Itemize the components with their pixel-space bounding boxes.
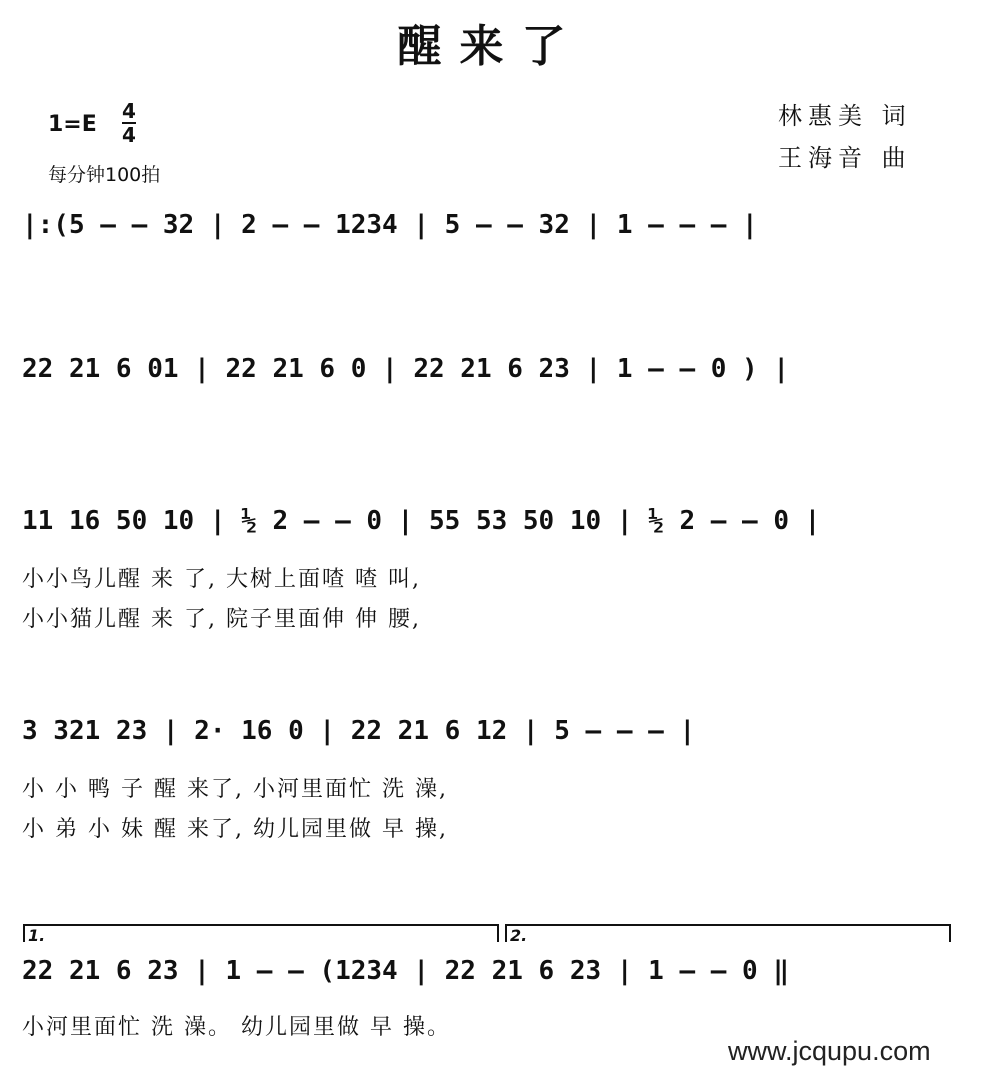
notation-row-1: |:(5 – – 32 | 2 – – 1234 | 5 – – 32 | 1 – – – | (22, 210, 758, 240)
site-watermark: www.jcqupu.com (728, 1036, 931, 1066)
time-sig-top: 4 (122, 99, 136, 123)
volta-2-label: 2. (510, 926, 528, 945)
lyric-row-5: 小河里面忙 洗 澡。 幼儿园里做 早 操。 (22, 1015, 451, 1040)
lyric-row-3-verse-1: 小小鸟儿醒 来 了, 大树上面喳 喳 叫, (22, 567, 421, 592)
composer-credit: 王海音 曲 (778, 144, 912, 172)
volta-1-bracket (24, 925, 498, 942)
lyric-row-3-verse-2: 小小猫儿醒 来 了, 院子里面伸 伸 腰, (22, 607, 421, 632)
lyricist-credit: 林惠美 词 (778, 102, 912, 130)
tempo-marking: 每分钟100拍 (48, 164, 161, 186)
lyric-row-4-verse-1: 小 小 鸭 子 醒 来了, 小河里面忙 洗 澡, (22, 777, 448, 802)
time-sig-bottom: 4 (122, 123, 136, 147)
lyric-row-4-verse-2: 小 弟 小 妹 醒 来了, 幼儿园里做 早 操, (22, 817, 448, 842)
key-signature: 1=E (48, 112, 97, 137)
volta-1-label: 1. (28, 926, 46, 945)
notation-row-2: 22 21 6 01 | 22 21 6 0 | 22 21 6 23 | 1 – – 0 ) | (22, 354, 790, 384)
volta-2-bracket (506, 925, 950, 942)
notation-row-4: 3 321 23 | 2· 16 0 | 22 21 6 12 | 5 – – – | (22, 716, 696, 746)
song-title: 醒来了 (397, 21, 584, 72)
notation-row-5: 22 21 6 23 | 1 – – (1234 | 22 21 6 23 | 1 – – 0 ‖ (22, 956, 790, 986)
notation-row-3: 11 16 50 10 | ½ 2 – – 0 | 55 53 50 10 | ½ 2 – – 0 | (22, 506, 821, 536)
